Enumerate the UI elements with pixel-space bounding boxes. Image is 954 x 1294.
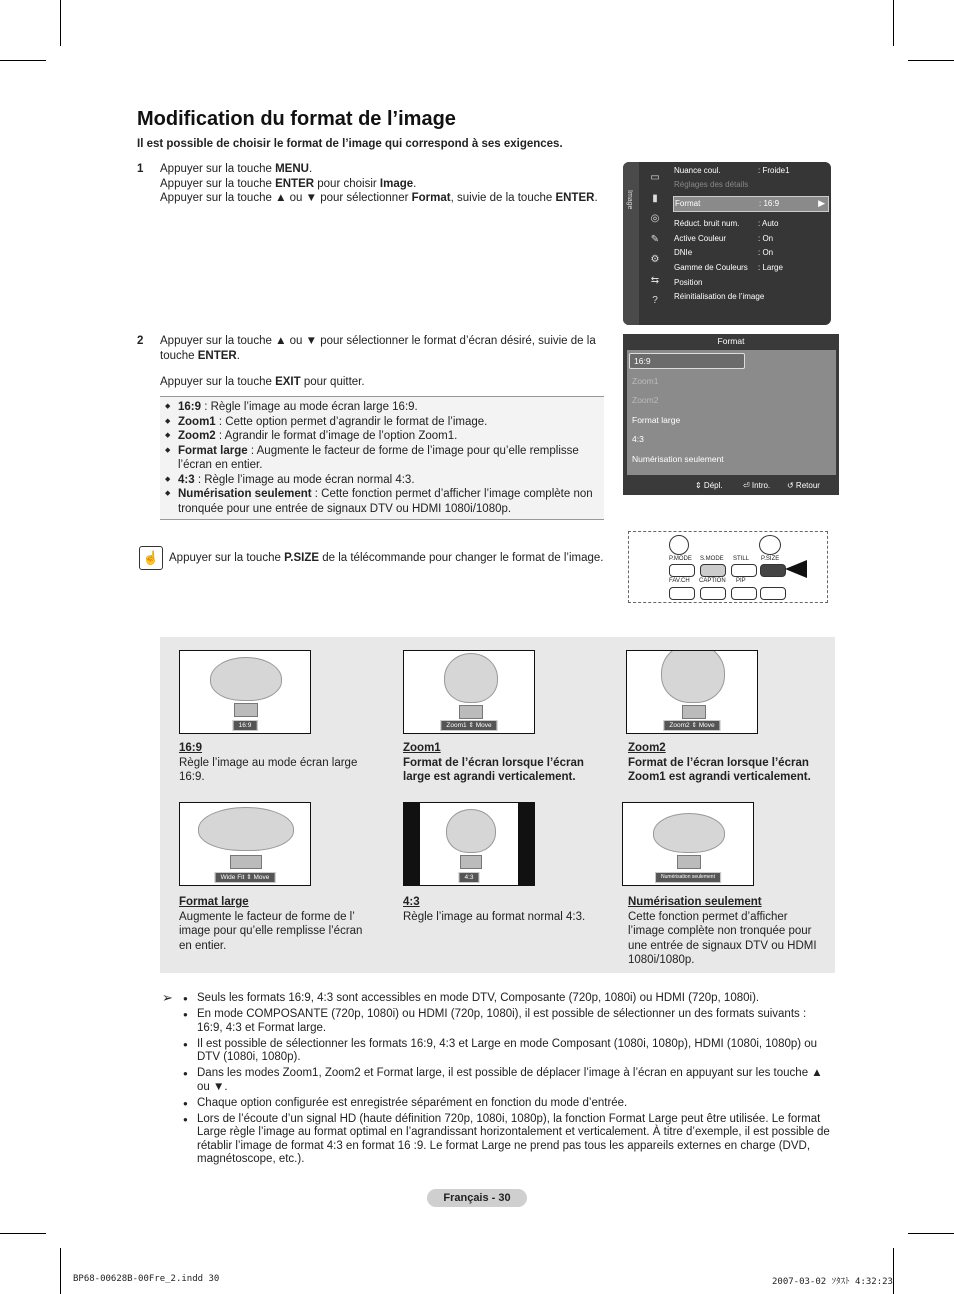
text: touche xyxy=(160,349,198,362)
menu-row-value: : On xyxy=(758,248,774,257)
setup-icon: ⚙ xyxy=(650,254,660,265)
text: , suivie de la touche xyxy=(450,192,556,204)
step-number: 2 xyxy=(137,335,144,347)
step-number: 1 xyxy=(137,163,144,175)
crop-mark xyxy=(908,60,954,61)
text: . xyxy=(236,349,240,362)
remote-button xyxy=(700,564,726,577)
option-name: Zoom2 xyxy=(178,430,216,442)
basket-shape xyxy=(459,705,483,719)
caption-body: Augmente le facteur de forme de l’ image pour qu’elle remplisse l’écran en entier. xyxy=(179,910,363,952)
caption-body: Règle l’image au mode écran large 16:9. xyxy=(179,756,358,783)
menu-option[interactable]: Format large xyxy=(632,415,681,425)
balloon-shape xyxy=(444,653,498,703)
text: . xyxy=(308,163,313,175)
remote-label: P.MODE xyxy=(669,556,692,562)
menu-row-selected[interactable] xyxy=(673,196,829,212)
list-item xyxy=(160,487,604,516)
format-thumbnail xyxy=(626,650,758,734)
basket-shape xyxy=(234,703,258,717)
key-label: MENU xyxy=(275,163,309,175)
caption-heading: 16:9 xyxy=(179,742,203,754)
note-item: ● Lors de l’écoute d’un signal HD (haute définition 720p, 1080i, 1080p), la fonction Format Large peut être utilisée. Le format Large règle l’image au format optimal en l’agrandissant horizontalement et verticalement. À titre d’exemple, il est possible de rétablir l’image de format 4:3 en format 16 :9. Le format Large ne prend pas tous les appareils externes en charge (DVD, magnétoscope, etc.). xyxy=(183,1113,833,1167)
caption-heading: Numérisation seulement xyxy=(628,896,762,908)
format-thumbnail xyxy=(403,650,535,734)
arrow-left-icon xyxy=(785,560,807,578)
step-2 xyxy=(137,334,617,394)
menu-row-label: Réglages des détails xyxy=(674,180,749,189)
crop-mark xyxy=(893,0,894,46)
menu-option[interactable]: Zoom1 xyxy=(632,376,659,386)
caption-body: Cette fonction permet d’afficher l’image complète non tronquée pour une entrée de signaux DTV ou HDMI 1080i/1080p. xyxy=(628,910,817,966)
format-options-list xyxy=(160,396,604,520)
menu-row-label: DNIe xyxy=(674,248,693,257)
format-thumbnail xyxy=(179,650,311,734)
menu-row-label: Position xyxy=(674,278,703,287)
caption-heading: Zoom1 xyxy=(403,742,441,754)
menu-row-label: Format xyxy=(675,199,701,208)
format-osd-label: Wide Fit ⇕ Move xyxy=(215,872,276,883)
hand-icon: ☝ xyxy=(139,546,163,570)
return-button xyxy=(669,535,689,555)
text: . xyxy=(594,192,598,204)
text: Appuyer sur la touche xyxy=(160,376,276,388)
list-item xyxy=(160,415,604,430)
step-body xyxy=(160,334,610,390)
menu-row-value: : Large xyxy=(758,263,783,272)
remote-button xyxy=(700,587,726,600)
caption-heading: 4:3 xyxy=(403,896,420,908)
option-name: Format large xyxy=(178,444,248,457)
notes-list xyxy=(183,992,833,1169)
help-icon: ? xyxy=(652,295,658,306)
footer-enter: ⏎ Intro. xyxy=(743,481,771,490)
remote-label: CAPTION xyxy=(699,578,726,584)
text: Appuyer sur la touche xyxy=(160,163,276,175)
format-osd-label: 4:3 xyxy=(458,872,479,883)
key-label: EXIT xyxy=(275,376,301,388)
key-label: Format xyxy=(411,192,451,204)
menu-row[interactable] xyxy=(673,290,827,304)
remote-illustration xyxy=(628,531,828,603)
option-desc: : Agrandir le format d’image de l’option Zoom1. xyxy=(215,430,458,442)
menu-option[interactable]: Zoom2 xyxy=(632,395,659,405)
note-item: ● Il est possible de sélectionner les formats 16:9, 4:3 et Large en mode Composant (1080i, 1080p), HDMI (1080i, 1080p) ou DTV (1080i, 1080p). xyxy=(183,1038,833,1065)
remote-button xyxy=(731,564,757,577)
file-slug: BP68-00628B-00Fre_2.indd 30 xyxy=(73,1274,220,1284)
channel-icon: ✎ xyxy=(650,233,660,245)
balloon-shape xyxy=(446,809,496,853)
format-thumbnail xyxy=(179,802,311,886)
menu-row-value: : Froide1 xyxy=(758,166,790,175)
note-arrow-icon: ➢ xyxy=(162,990,173,1005)
basket-shape xyxy=(460,855,482,869)
menu-icons xyxy=(641,172,669,316)
basket-shape xyxy=(230,855,262,869)
sound-icon: ◎ xyxy=(650,213,660,224)
list-item xyxy=(160,400,604,415)
format-caption xyxy=(403,895,603,924)
menu-row[interactable] xyxy=(673,178,827,192)
basket-shape xyxy=(677,855,701,869)
text: . xyxy=(413,177,417,190)
text: de la télécommande pour changer le format de l’image. xyxy=(319,552,604,564)
note-item: ● En mode COMPOSANTE (720p, 1080i) ou HDMI (720p, 1080i), il est possible de sélectionner un des formats suivants : 16:9, 4:3 et Format large. xyxy=(183,1008,833,1035)
balloon-shape xyxy=(210,657,282,701)
format-caption xyxy=(179,895,379,953)
format-osd-label: Numérisation seulement xyxy=(655,872,721,883)
tip-text xyxy=(169,552,604,564)
format-osd-label: Zoom1 ⇕ Move xyxy=(440,720,497,731)
balloon-shape xyxy=(653,813,725,853)
menu-option-selected[interactable] xyxy=(629,353,745,369)
remote-label: S.MODE xyxy=(700,556,724,562)
option-desc: : Règle l’image au mode écran large 16:9. xyxy=(201,401,418,413)
menu-tab-label: Image xyxy=(626,190,633,210)
menu-tab xyxy=(623,162,639,325)
caption-body: Format de l’écran lorsque l’écran large est agrandi verticalement. xyxy=(403,756,584,783)
note-item: ● Dans les modes Zoom1, Zoom2 et Format large, il est possible de déplacer l’image à l’écran en appuyant sur les touche ▲ ou ▼. xyxy=(183,1067,833,1094)
remote-label: FAV.CH xyxy=(669,578,690,584)
menu-option[interactable]: 4:3 xyxy=(632,434,644,444)
remote-button xyxy=(669,564,695,577)
step-1 xyxy=(137,162,617,212)
format-menu-screenshot xyxy=(623,334,839,495)
balloon-shape xyxy=(661,650,725,703)
page-number-badge: Français - 30 xyxy=(427,1189,527,1207)
menu-row[interactable] xyxy=(673,217,827,231)
crop-mark xyxy=(893,1248,894,1294)
menu-option[interactable]: Numérisation seulement xyxy=(632,454,724,464)
format-thumbnail xyxy=(403,802,535,886)
basket-shape xyxy=(682,705,706,719)
option-label: 16:9 xyxy=(634,356,651,366)
caption-heading: Zoom2 xyxy=(628,742,666,754)
text: Appuyer sur la touche xyxy=(160,177,276,190)
format-caption xyxy=(628,895,828,968)
format-osd-label: 16:9 xyxy=(233,720,258,731)
menu-row-value: : 16:9 xyxy=(759,199,780,208)
page-title: Modification du format de l’image xyxy=(137,108,456,130)
step-body xyxy=(160,162,598,206)
option-desc: : Cette fonction permet d’afficher l’image complète non tronquée pour une entrée de signaux DTV ou HDMI 1080i/1080p. xyxy=(178,488,593,515)
list-item xyxy=(160,429,604,444)
menu-row-label: Réinitialisation de l’image xyxy=(674,292,765,301)
key-label: ENTER xyxy=(197,349,237,362)
menu-row-value: : On xyxy=(758,234,774,243)
caption-body: Format de l’écran lorsque l’écran Zoom1 est agrandi verticalement. xyxy=(628,756,811,783)
picture-icon: ▮ xyxy=(652,192,658,204)
channel-up-button xyxy=(760,587,786,600)
menu-row-label: Gamme de Couleurs xyxy=(674,263,748,272)
note-item: ● Chaque option configurée est enregistrée séparément en fonction du mode d’entrée. xyxy=(183,1097,833,1111)
option-name: Zoom1 xyxy=(178,415,216,428)
caption-body: Règle l’image au format normal 4:3. xyxy=(403,910,586,923)
text: Appuyer sur la touche ▲ ou ▼ pour sélectionner le format d’écran désiré, suivie de la xyxy=(160,335,596,347)
picture-menu-screenshot xyxy=(623,162,831,325)
text: Appuyer sur la touche xyxy=(169,552,285,564)
key-label: Image xyxy=(379,177,414,190)
menu-row[interactable] xyxy=(673,261,827,275)
format-caption xyxy=(179,741,379,785)
format-gallery xyxy=(160,637,835,973)
key-label: P.SIZE xyxy=(284,552,320,564)
format-caption xyxy=(628,741,828,785)
menu-row[interactable] xyxy=(673,246,827,260)
remote-button xyxy=(669,587,695,600)
remote-label: STILL xyxy=(733,556,750,562)
option-desc: : Cette option permet d’agrandir le format de l’image. xyxy=(215,415,488,428)
option-name: Numérisation seulement xyxy=(178,488,312,500)
remote-label: P.SIZE xyxy=(761,556,780,562)
caption-heading: Format large xyxy=(179,896,249,908)
key-label: ENTER xyxy=(275,177,315,190)
menu-row[interactable] xyxy=(673,232,827,246)
format-thumbnail xyxy=(622,802,754,886)
option-name: 4:3 xyxy=(178,473,195,486)
option-desc: : Augmente le facteur de forme de l’image pour qu’elle remplisse l’écran en entier. xyxy=(178,444,579,471)
crop-mark xyxy=(908,1233,954,1234)
remote-button xyxy=(731,587,757,600)
menu-row-label: Réduct. bruit num. xyxy=(674,219,740,228)
menu-row-label: Active Couleur xyxy=(674,234,727,243)
option-name: 16:9 xyxy=(178,401,202,413)
menu-panel xyxy=(627,350,836,475)
psize-button xyxy=(760,564,786,577)
crop-mark xyxy=(60,0,61,46)
crop-mark xyxy=(0,60,46,61)
list-item xyxy=(160,473,604,488)
format-osd-label: Zoom2 ⇕ Move xyxy=(663,720,720,731)
text: pour quitter. xyxy=(300,376,365,388)
list-item xyxy=(160,444,604,473)
balloon-shape xyxy=(198,807,294,851)
crop-mark xyxy=(0,1233,46,1234)
menu-row-label: Nuance coul. xyxy=(674,166,721,175)
format-caption xyxy=(403,741,603,785)
menu-row[interactable] xyxy=(673,164,827,178)
input-icon: ⇆ xyxy=(650,274,660,286)
menu-row[interactable] xyxy=(673,276,827,290)
text: pour choisir xyxy=(314,177,380,190)
text: Appuyer sur la touche ▲ ou ▼ pour sélectionner xyxy=(160,192,412,204)
menu-header: Format xyxy=(717,336,745,346)
remote-button xyxy=(759,535,781,555)
menu-row-value: : Auto xyxy=(758,219,779,228)
crop-mark xyxy=(60,1248,61,1294)
key-label: ENTER xyxy=(555,192,595,204)
arrow-right-icon: ▶ xyxy=(818,198,825,208)
monitor-icon: ▭ xyxy=(650,172,660,183)
note-item: ● Seuls les formats 16:9, 4:3 sont accessibles en mode DTV, Composante (720p, 1080i) ou HDMI (720p, 1080i). xyxy=(183,992,833,1006)
remote-label: PIP xyxy=(736,578,746,584)
option-desc: : Règle l’image au mode écran normal 4:3. xyxy=(194,473,415,486)
intro-text: Il est possible de choisir le format de l’image qui correspond à ses exigences. xyxy=(137,138,563,150)
footer-return: ↺ Retour xyxy=(787,481,820,490)
footer-move: ⇕ Dépl. xyxy=(695,481,723,490)
date-slug: 2007-03-02 ｿﾀｽﾄ 4:32:23 xyxy=(772,1277,893,1287)
